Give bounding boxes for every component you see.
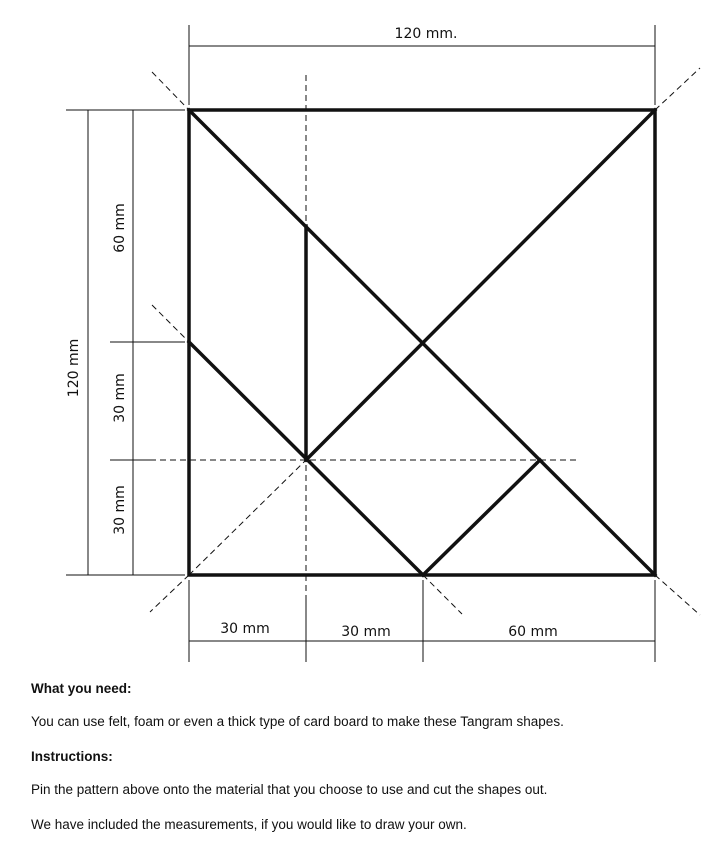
dim-left-middle: 30 mm: [112, 373, 128, 423]
dim-bottom-right: 60 mm: [508, 624, 558, 640]
dim-left-upper: 60 mm: [112, 203, 128, 253]
need-body: You can use felt, foam or even a thick type of card board to make these Tangram shapes.: [31, 714, 564, 729]
need-heading: What you need:: [31, 681, 132, 696]
instructions-body: Pin the pattern above onto the material that you choose to use and cut the shapes out.: [31, 782, 548, 797]
dim-bottom-middle: 30 mm: [341, 624, 391, 640]
dim-bottom-left: 30 mm: [220, 621, 270, 637]
dimension-lines: [66, 25, 655, 662]
dim-left-lower: 30 mm: [112, 485, 128, 535]
dim-top-width: 120 mm.: [394, 26, 458, 42]
dim-left-total: 120 mm: [66, 338, 82, 398]
tangram-cut-lines: [189, 110, 655, 575]
instructions-heading: Instructions:: [31, 749, 113, 764]
measurements-note: We have included the measurements, if you would like to draw your own.: [31, 817, 467, 832]
